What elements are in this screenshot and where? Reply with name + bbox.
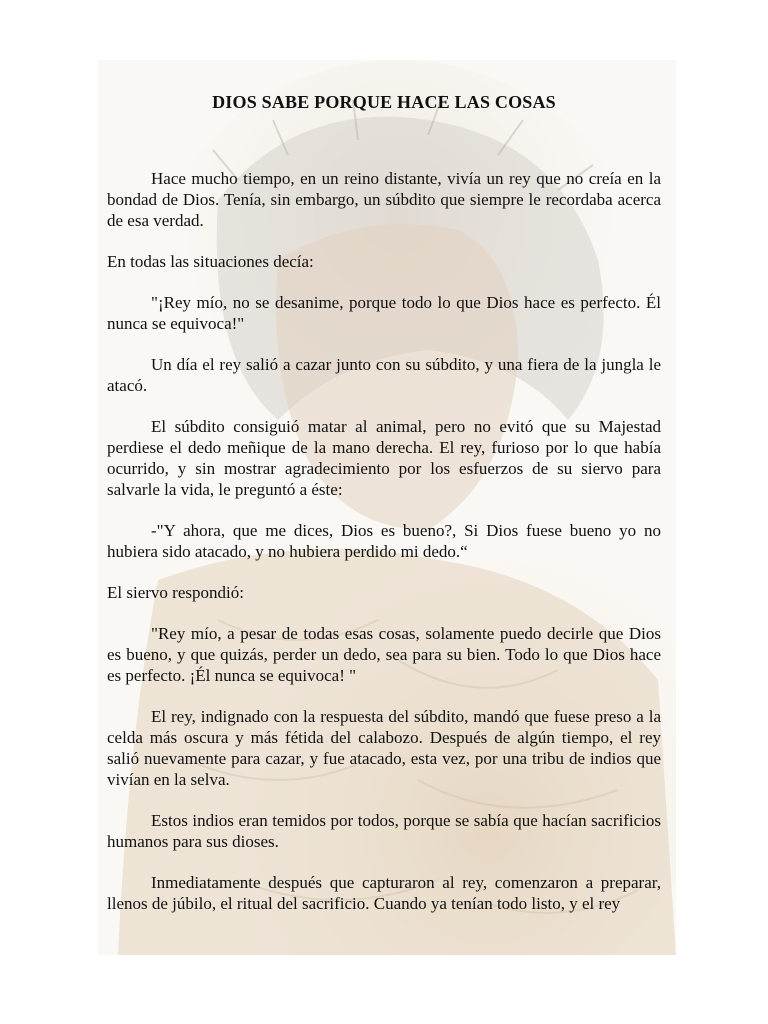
paragraph: Inmediatamente después que capturaron al rey, comenzaron a preparar, llenos de júbilo, el ritual del sacrificio. Cuando ya tenían todo listo, y el rey bbox=[107, 873, 661, 913]
paragraph: Estos indios eran temidos por todos, porque se sabía que hacían sacrificios humanos para sus dioses. bbox=[107, 811, 661, 851]
paragraph: "Rey mío, a pesar de todas esas cosas, solamente puedo decirle que Dios es bueno, y que quizás, perder un dedo, sea para su bien. Todo lo que Dios hace es perfecto. ¡Él nunca se equivoca! " bbox=[107, 624, 661, 685]
paragraph: Un día el rey salió a cazar junto con su súbdito, y una fiera de la jungla le atacó. bbox=[107, 355, 661, 395]
paragraph: Hace mucho tiempo, en un reino distante, vivía un rey que no creía en la bondad de Dios. Tenía, sin embargo, un súbdito que siempre le recordaba acerca de esa verdad. bbox=[107, 169, 661, 230]
paragraph: -"Y ahora, que me dices, Dios es bueno?, Si Dios fuese bueno yo no hubiera sido atacado, y no hubiera perdido mi dedo.“ bbox=[107, 521, 661, 561]
paragraph: "¡Rey mío, no se desanime, porque todo lo que Dios hace es perfecto. Él nunca se equivoca!" bbox=[107, 293, 661, 333]
paragraph: El súbdito consiguió matar al animal, pero no evitó que su Majestad perdiese el dedo meñique de la mano derecha. El rey, furioso por lo que había ocurrido, y sin mostrar agradecimiento por los esfuerzos de su siervo para salvarle la vida, le preguntó a éste: bbox=[107, 417, 661, 499]
paragraph: En todas las situaciones decía: bbox=[107, 252, 314, 271]
document-title: DIOS SABE PORQUE HACE LAS COSAS bbox=[212, 92, 556, 112]
paragraph: El rey, indignado con la respuesta del súbdito, mandó que fuese preso a la celda más oscura y más fétida del calabozo. Después de algún tiempo, el rey salió nuevamente para cazar, y fue atacado, esta vez, por una tribu de indios que vivían en la selva. bbox=[107, 707, 661, 789]
document-body bbox=[107, 92, 661, 934]
paragraph: El siervo respondió: bbox=[107, 583, 244, 602]
paragraph-list bbox=[107, 168, 661, 914]
